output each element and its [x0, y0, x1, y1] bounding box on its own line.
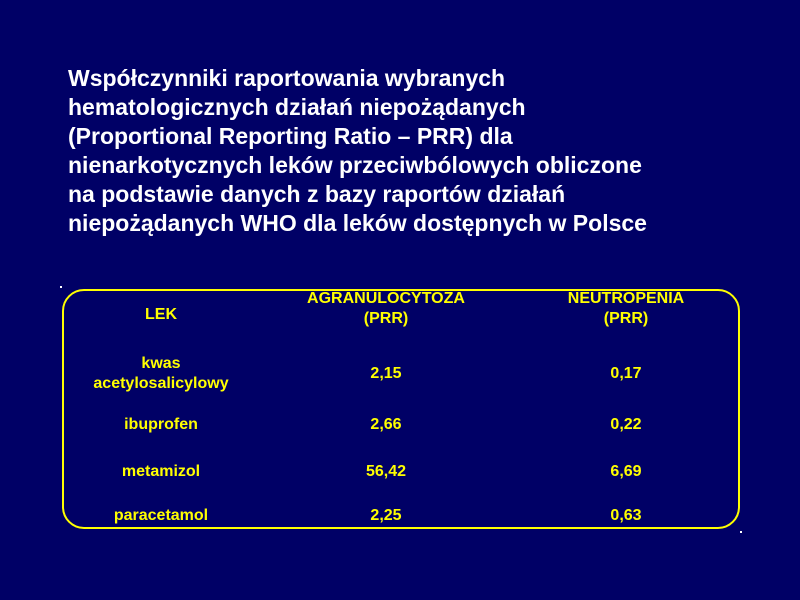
header-neutropenia	[512, 289, 740, 339]
header-agranulocytosis-line1: AGRANULOCYTOZA	[307, 290, 465, 307]
header-agranulocytosis	[260, 289, 512, 339]
cell-neutropenia: 0,63	[610, 507, 642, 524]
cell-drug-line2: acetylosalicylowy	[93, 375, 229, 392]
table-row	[62, 503, 740, 529]
cell-drug: metamizol	[121, 463, 201, 480]
slide-title-line: niepożądanych WHO dla leków dostępnych w Polsce	[68, 210, 647, 236]
cell-drug	[62, 339, 260, 409]
cell-neutropenia: 6,69	[610, 463, 642, 480]
selection-handle-top-left	[60, 286, 62, 288]
slide-title-line: hematologicznych działań niepożądanych	[68, 94, 526, 120]
cell-agranulocytosis: 2,15	[370, 365, 402, 382]
slide-title-line: na podstawie danych z bazy raportów działań	[68, 181, 566, 207]
table-row	[62, 409, 740, 441]
cell-agranulocytosis: 56,42	[365, 463, 407, 480]
header-neutropenia-line2: (PRR)	[603, 310, 649, 327]
cell-agranulocytosis: 2,66	[370, 416, 402, 433]
header-drug-label: LEK	[145, 306, 177, 323]
slide-title-line: Współczynniki raportowania wybranych	[68, 65, 506, 91]
table-row	[62, 339, 740, 409]
slide-title-line: (Proportional Reporting Ratio – PRR) dla	[68, 123, 513, 149]
selection-handle-bottom-right	[740, 531, 742, 533]
cell-neutropenia: 0,17	[610, 365, 642, 382]
cell-drug: paracetamol	[113, 507, 209, 524]
cell-agranulocytosis: 2,25	[370, 507, 402, 524]
table-header-row	[62, 289, 740, 339]
cell-drug-line1: kwas	[141, 355, 181, 372]
prr-table	[62, 289, 740, 529]
slide-title-line: nienarkotycznych leków przeciwbólowych obliczone	[68, 152, 642, 178]
header-agranulocytosis-line2: (PRR)	[363, 310, 409, 327]
header-neutropenia-line1: NEUTROPENIA	[567, 290, 685, 307]
table-row	[62, 441, 740, 503]
header-drug	[62, 289, 260, 339]
cell-drug: ibuprofen	[124, 416, 198, 433]
cell-neutropenia: 0,22	[610, 416, 642, 433]
slide-title	[68, 64, 768, 238]
